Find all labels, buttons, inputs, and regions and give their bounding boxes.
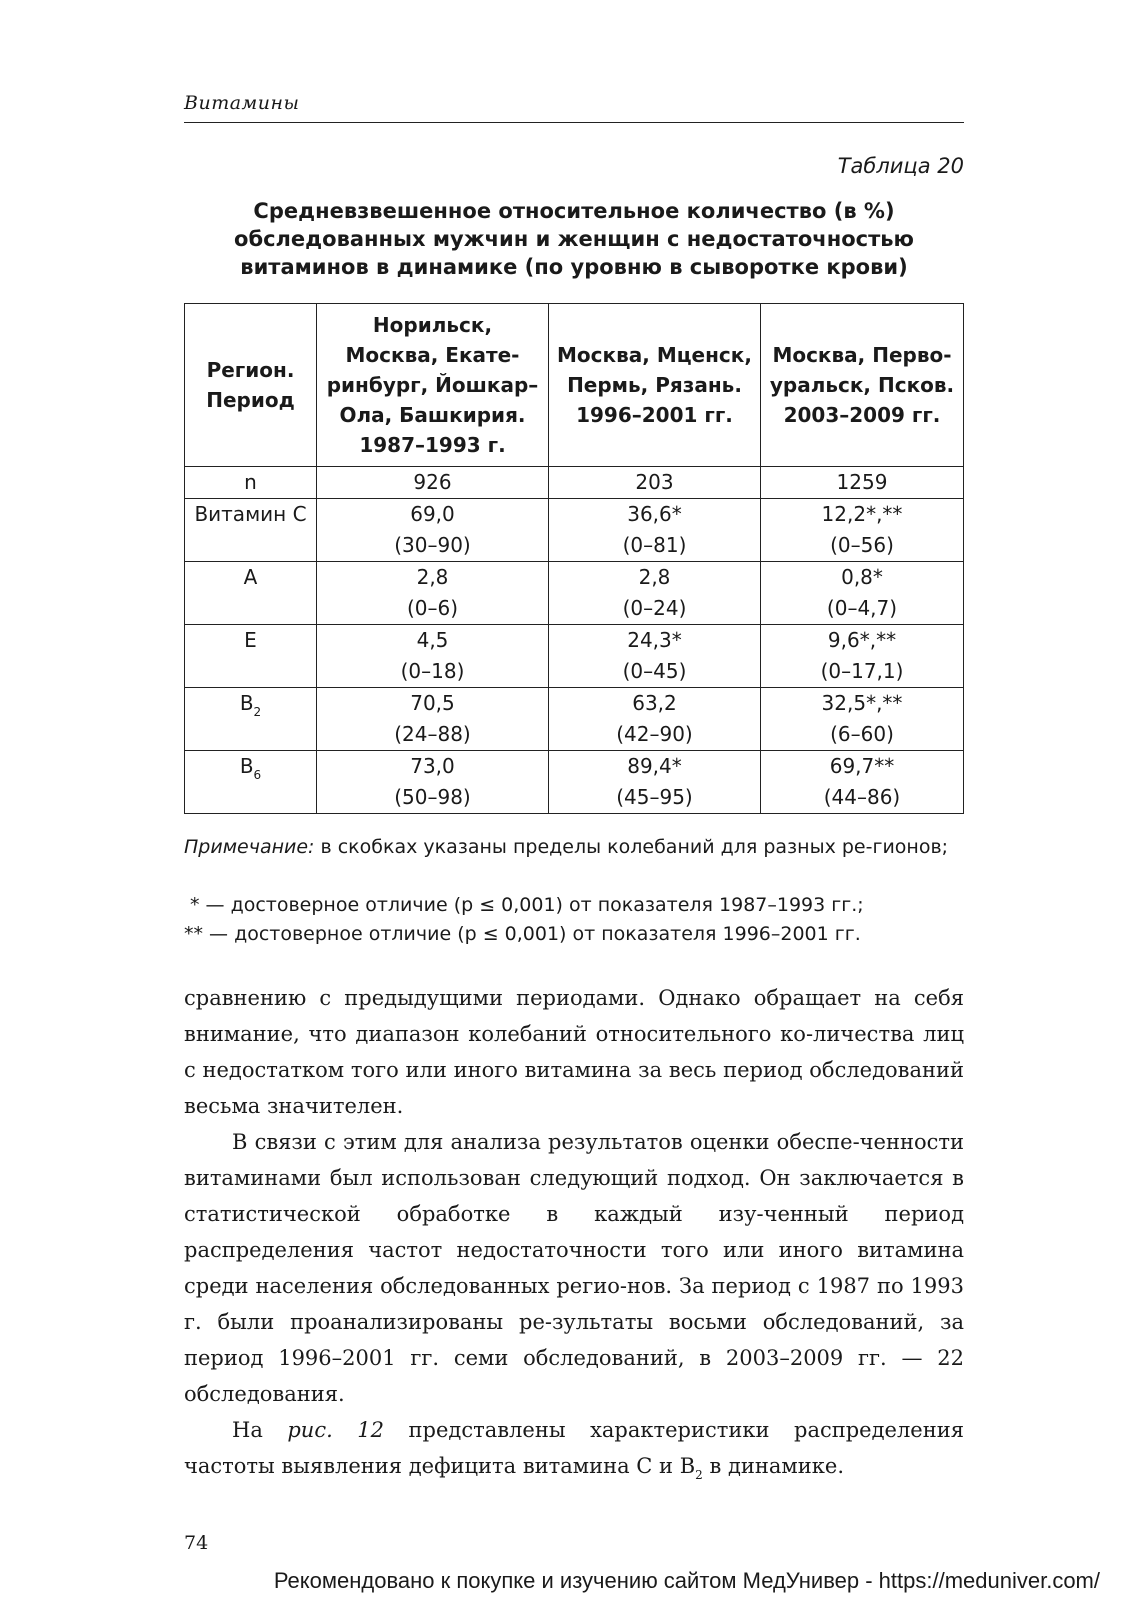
row-label: $В_6$ <box>185 751 317 814</box>
note-label: Примечание: <box>184 836 315 858</box>
table-cell: 926 <box>317 467 549 499</box>
footnote-double-asterisk: ** — достоверное отличие (p ≤ 0,001) от показателя 1996–2001 гг. <box>184 923 861 945</box>
figure-reference: рис. 12 <box>287 1418 385 1442</box>
header-cell-region: Регион. Период <box>185 304 317 467</box>
paragraph: сравнению с предыдущими периодами. Однако обращает на себя внимание, что диапазон колебаний относительного ко-личества лиц с недостатком того или иного витамина за весь период обследований весьма значителен. <box>184 986 964 1118</box>
body-text <box>184 980 964 1493</box>
header-cell-1987-1993: Норильск, Москва, Екате- ринбург, Йошкар– Ола, Башкирия. 1987–1993 г. <box>317 304 549 467</box>
table-row <box>185 467 964 499</box>
table-row <box>185 751 964 814</box>
page-number: 74 <box>184 1532 209 1554</box>
table-row <box>185 562 964 625</box>
table-cell: 69,7** (44–86) <box>761 751 964 814</box>
table-row <box>185 625 964 688</box>
table-cell: 73,0 (50–98) <box>317 751 549 814</box>
table-cell: 36,6* (0–81) <box>549 499 761 562</box>
table-cell: 2,8 (0–6) <box>317 562 549 625</box>
table-cell: 4,5 (0–18) <box>317 625 549 688</box>
table-note <box>184 833 964 862</box>
running-head: Витамины <box>184 92 300 114</box>
table-cell: 0,8* (0–4,7) <box>761 562 964 625</box>
table-header-row <box>185 304 964 467</box>
table-label: Таблица 20 <box>837 154 964 178</box>
header-cell-1996-2001: Москва, Мценск, Пермь, Рязань. 1996–2001 гг. <box>549 304 761 467</box>
table-cell: 9,6*,** (0–17,1) <box>761 625 964 688</box>
table-row <box>185 499 964 562</box>
table-title-line: Средневзвешенное относительное количество (в %) <box>253 199 895 223</box>
table-title <box>184 197 964 281</box>
table-cell: 12,2*,** (0–56) <box>761 499 964 562</box>
table-row <box>185 688 964 751</box>
footnote-single-asterisk: * — достоверное отличие (p ≤ 0,001) от показателя 1987–1993 гг.; <box>190 894 864 916</box>
paragraph: В связи с этим для анализа результатов оценки обеспе-ченности витаминами был использован следующий подход. Он заключается в статистической обработке в каждый изу-ченный период распределения частот недостаточности того или иного витамина среди населения обследованных регио-нов. За период с 1987 по 1993 г. были проанализированы ре-зультаты восьми обследований, за период 1996–2001 гг. семи обследований, в 2003–2009 гг. — 22 обследования. <box>184 1130 964 1406</box>
row-label: $В_2$ <box>185 688 317 751</box>
paragraph: На рис. 12 представлены характеристики распределения частоты выявления дефицита витамина С и $В_2$ в динамике. <box>184 1418 964 1482</box>
table-cell: 63,2 (42–90) <box>549 688 761 751</box>
row-label: Е <box>185 625 317 688</box>
table-cell: 2,8 (0–24) <box>549 562 761 625</box>
table-cell: 1259 <box>761 467 964 499</box>
table-cell: 32,5*,** (6–60) <box>761 688 964 751</box>
table-cell: 203 <box>549 467 761 499</box>
row-label: Витамин С <box>185 499 317 562</box>
note-text: в скобках указаны пределы колебаний для разных ре-гионов; <box>314 836 949 858</box>
row-label: n <box>185 467 317 499</box>
header-rule <box>184 122 964 123</box>
table-cell: 69,0 (30–90) <box>317 499 549 562</box>
table-title-line: обследованных мужчин и женщин с недостаточностью <box>234 227 914 251</box>
header-cell-2003-2009: Москва, Перво- уральск, Псков. 2003–2009 гг. <box>761 304 964 467</box>
table-cell: 24,3* (0–45) <box>549 625 761 688</box>
vitamin-deficiency-table <box>184 303 964 814</box>
row-label: А <box>185 562 317 625</box>
footer-link-text: Рекомендовано к покупке и изучению сайтом МедУнивер - https://meduniver.com/ <box>273 1568 1100 1593</box>
table-title-line: витаминов в динамике (по уровню в сыворотке крови) <box>240 255 908 279</box>
table-cell: 70,5 (24–88) <box>317 688 549 751</box>
table-cell: 89,4* (45–95) <box>549 751 761 814</box>
